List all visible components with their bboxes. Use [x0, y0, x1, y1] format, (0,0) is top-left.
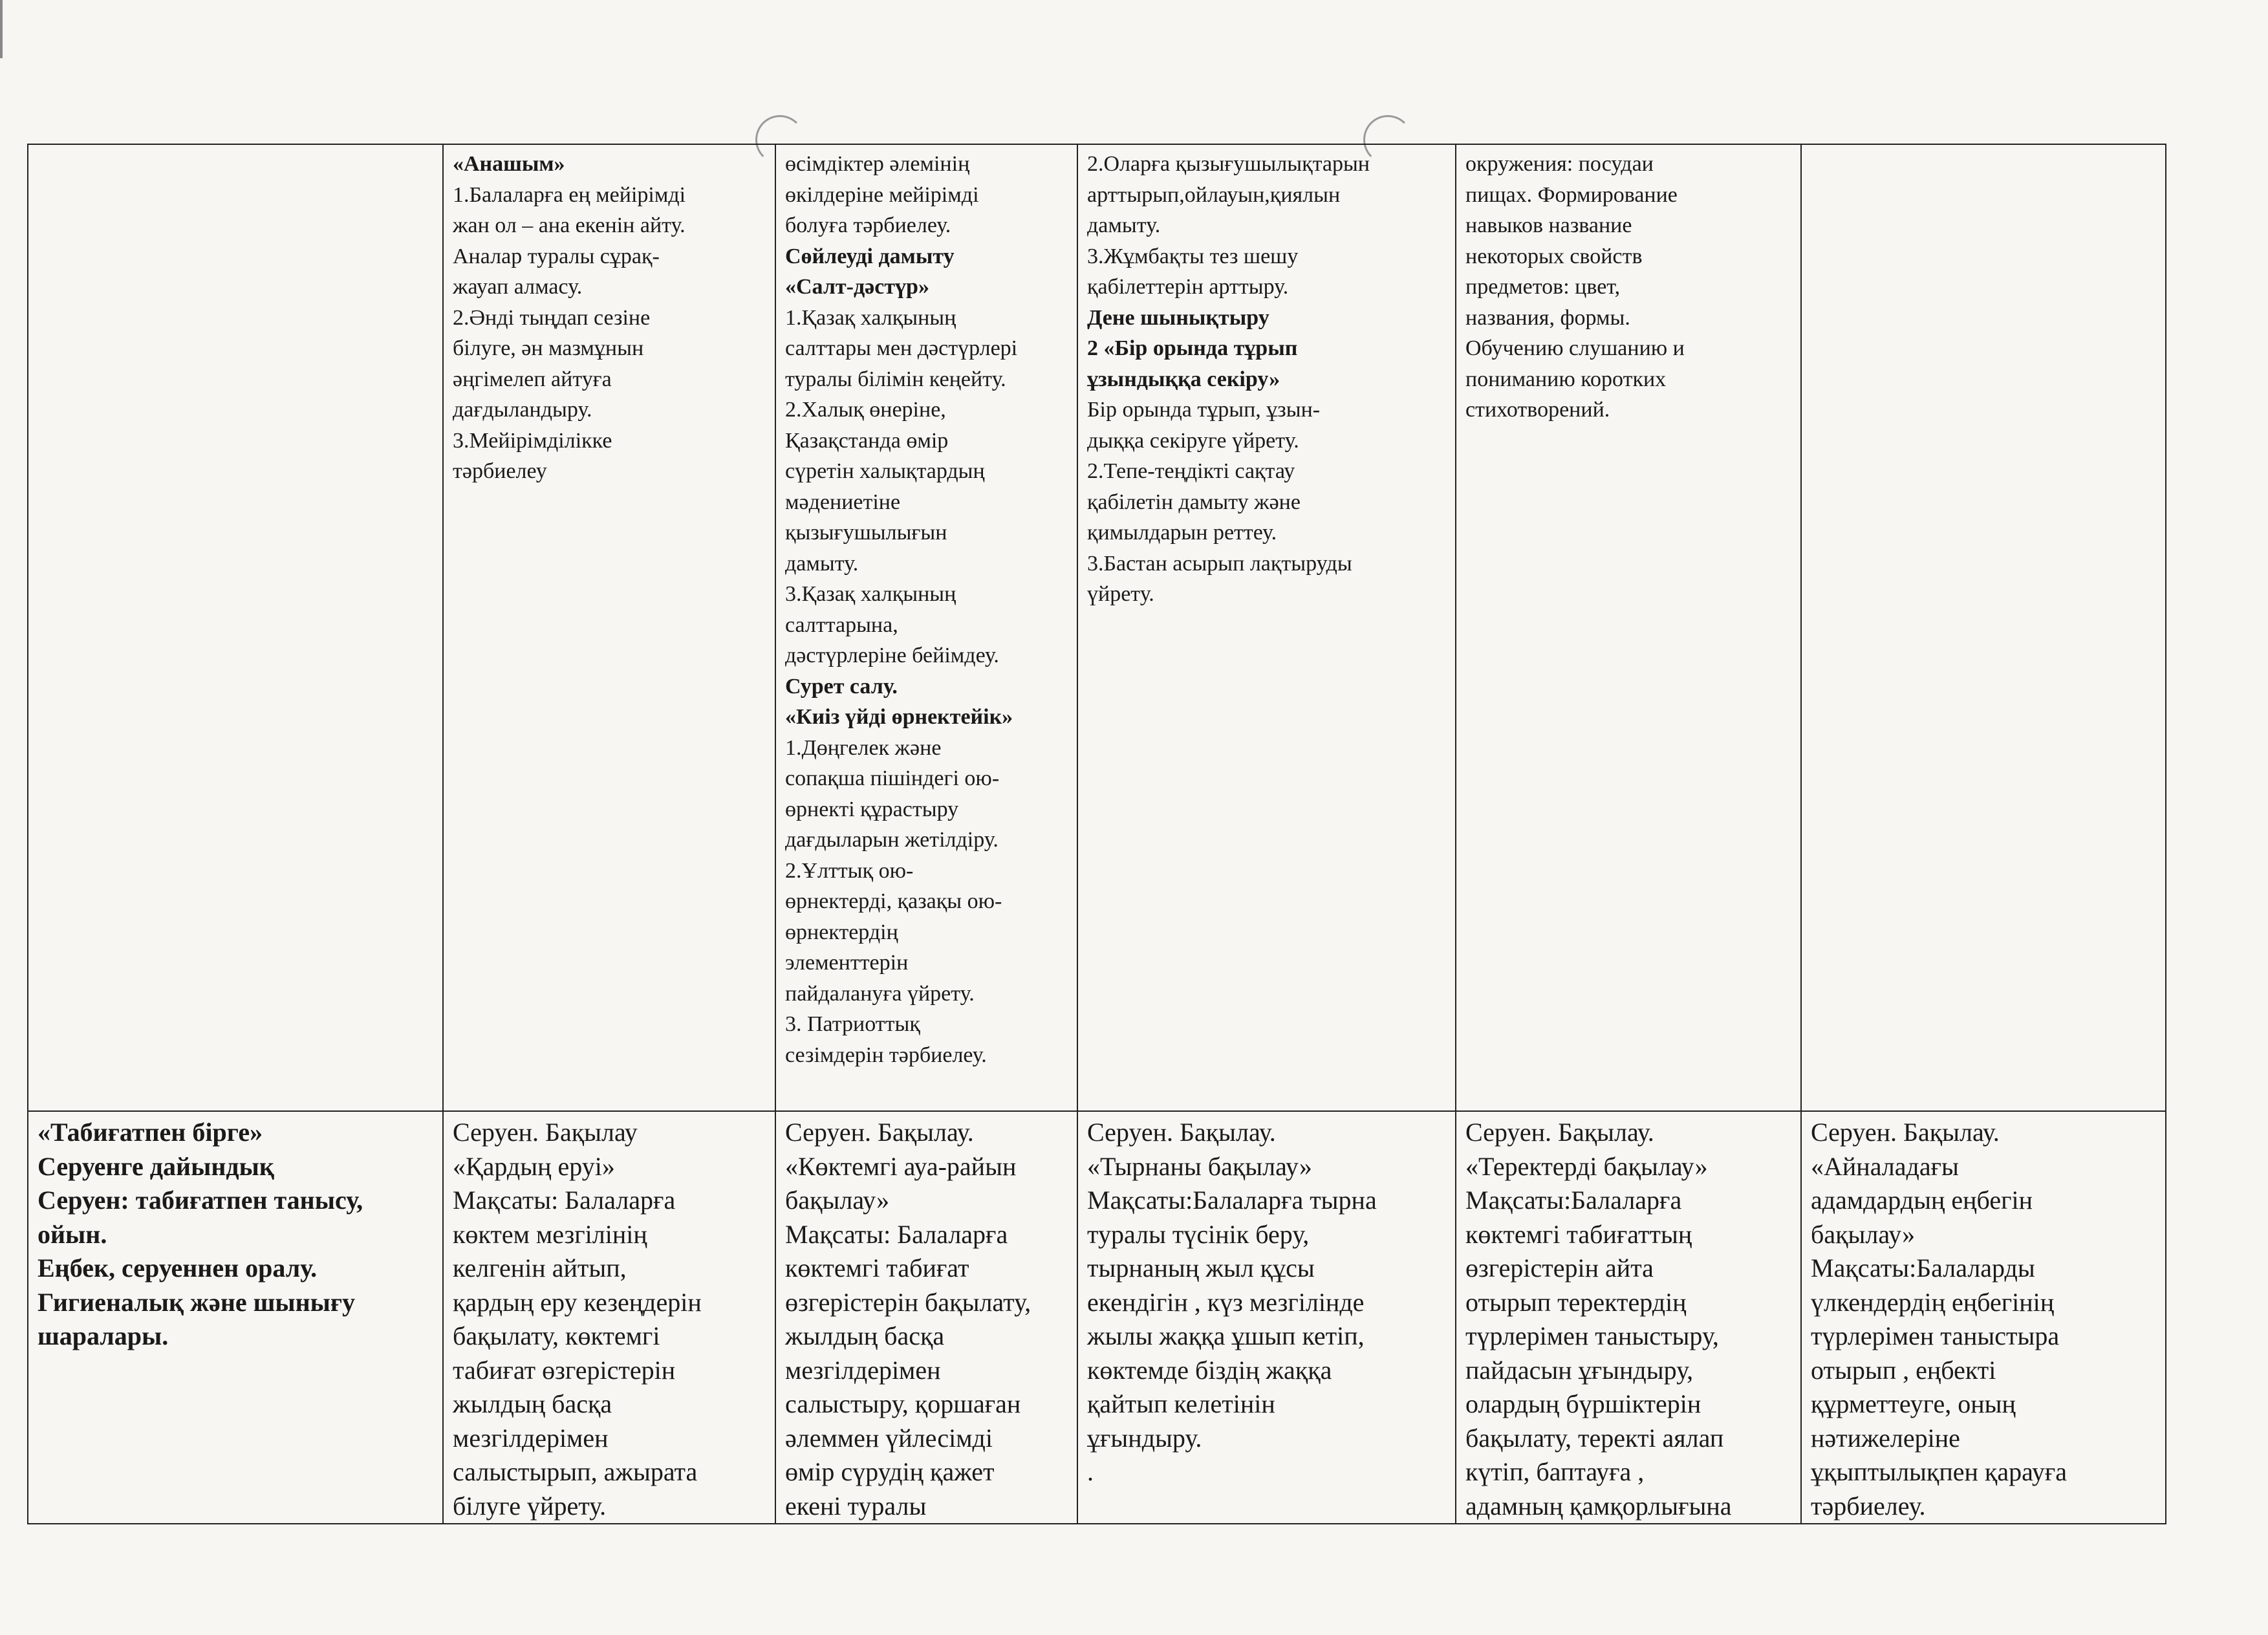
table-row-walk: [28, 1111, 2166, 1524]
drawing-lesson-title: Сурет салу. «Киіз үйді өрнектейік»: [785, 674, 1013, 729]
weekly-plan-table: [27, 144, 2166, 1524]
cell-wednesday-activities: [1077, 144, 1456, 1111]
cell-activity-type: [28, 144, 443, 1111]
cell-friday-activities: [1801, 144, 2166, 1111]
speech-lesson-goals: 1.Қазақ халқының салттары мен дәстүрлері туралы білімін кеңейту. 2.Халық өнеріне, Қазақстанда өмір сүретін халықтардың мәдениетіне қызығушылығын дамыту. 3.Қазақ халқының салттарына, дәстүрлеріне бейімдеу.: [785, 305, 1018, 667]
pe-lesson-title: Дене шынықтыру 2 «Бір орында тұрып ұзындыққа секіру»: [1087, 305, 1298, 391]
scan-edge-mark: [0, 0, 3, 58]
walk-observation-crane: Серуен. Бақылау. «Тырнаны бақылау» Мақсаты:Балаларға тырна туралы түсінік беру, тырнаның жыл құсы екендігін , күз мезгілінде жылы жаққа ұшып кетіп, көктемде біздің жаққа қайтып келетінін ұғындыру. .: [1087, 1118, 1377, 1486]
cell-walk-tuesday: [775, 1111, 1077, 1524]
cell-monday-activities: [443, 144, 775, 1111]
cell-thursday-activities: [1456, 144, 1801, 1111]
cell-walk-wednesday: [1077, 1111, 1456, 1524]
cell-tuesday-activities: [775, 144, 1077, 1111]
walk-observation-snow: Серуен. Бақылау «Қардың еруі» Мақсаты: Балаларға көктем мезгілінің келгенін айтып, қардың еру кезеңдерін бақылату, көктемгі табиғат өзгерістерін жылдың басқа мезгілдерімен салыстырып, ажырата білуге үйрету.: [453, 1118, 702, 1521]
riddle-lesson-goals: 2.Оларға қызығушылықтарын арттырып,ойлауын,қиялын дамыту. 3.Жұмбақты тез шешу қабілеттерін арттыру.: [1087, 152, 1370, 299]
cell-walk-friday: [1801, 1111, 2166, 1524]
cell-walk-label: [28, 1111, 443, 1524]
nature-lesson-goal: өсімдіктер әлемінің өкілдеріне мейірімді болуға тәрбиелеу.: [785, 152, 979, 237]
walk-section-title: «Табиғатпен бірге» Серуенге дайындық Серуен: табиғатпен танысу, ойын. Еңбек, серуеннен оралу. Гигиеналық және шынығу шаралары.: [38, 1118, 363, 1350]
russian-lesson-goals: окружения: посудаи пищах. Формирование навыков название некоторых свойств предметов: цвет, названия, формы. Обучению слушанию и пониманию коротких стихотворений.: [1465, 152, 1685, 422]
music-lesson-goals: 1.Балаларға ең мейірімді жан ол – ана екенін айту. Аналар туралы сұрақ- жауап алмасу. 2.Әнді тыңдап сезіне білуге, ән мазмұнын әңгімелеп айтуға дағдыландыру. 3.Мейірімділікке тәрбиелеу: [453, 182, 686, 483]
speech-lesson-title: Сөйлеуді дамыту «Салт-дәстүр»: [785, 244, 955, 299]
table-row-activities: [28, 144, 2166, 1111]
pe-lesson-goals: Бір орында тұрып, ұзын- дыққа секіруге үйрету. 2.Тепе-теңдікті сақтау қабілетін дамыту және қимылдарын реттеу. 3.Бастан асырып лақтыруды үйрету.: [1087, 398, 1352, 606]
cell-walk-monday: [443, 1111, 775, 1524]
cell-walk-thursday: [1456, 1111, 1801, 1524]
walk-observation-poplars: Серуен. Бақылау. «Теректерді бақылау» Мақсаты:Балаларға көктемгі табиғаттың өзгерістерін айта отырып теректердің түрлерімен таныстыру, пайдасын ұғындыру, олардың бүршіктерін бақылату, теректі аялап күтіп, баптауға , адамның қамқорлығына: [1465, 1118, 1732, 1521]
music-lesson-title: «Анашым»: [453, 152, 565, 176]
walk-observation-people: Серуен. Бақылау. «Айналадағы адамдардың еңбегін бақылау» Мақсаты:Балаларды үлкендердің еңбегінің түрлерімен таныстыра отырып , еңбекті құрметтеуге, оның нәтижелеріне ұқыптылықпен қарауға тәрбиелеу.: [1811, 1118, 2067, 1521]
drawing-lesson-goals: 1.Дөңгелек және сопақша пішіндегі ою- өрнекті құрастыру дағдыларын жетілдіру. 2.Ұлттық ою- өрнектерді, қазақы ою- өрнектердің элементтерін пайдалануға үйрету. 3. Патриоттық сезімдерін тәрбиелеу.: [785, 735, 1002, 1067]
walk-observation-weather: Серуен. Бақылау. «Көктемгі ауа-райын бақылау» Мақсаты: Балаларға көктемгі табиғат өзгерістерін бақылату, жылдың басқа мезгілдерімен салыстыру, қоршаған әлеммен үйлесімді өмір сүрудің қажет екені туралы: [785, 1118, 1031, 1521]
